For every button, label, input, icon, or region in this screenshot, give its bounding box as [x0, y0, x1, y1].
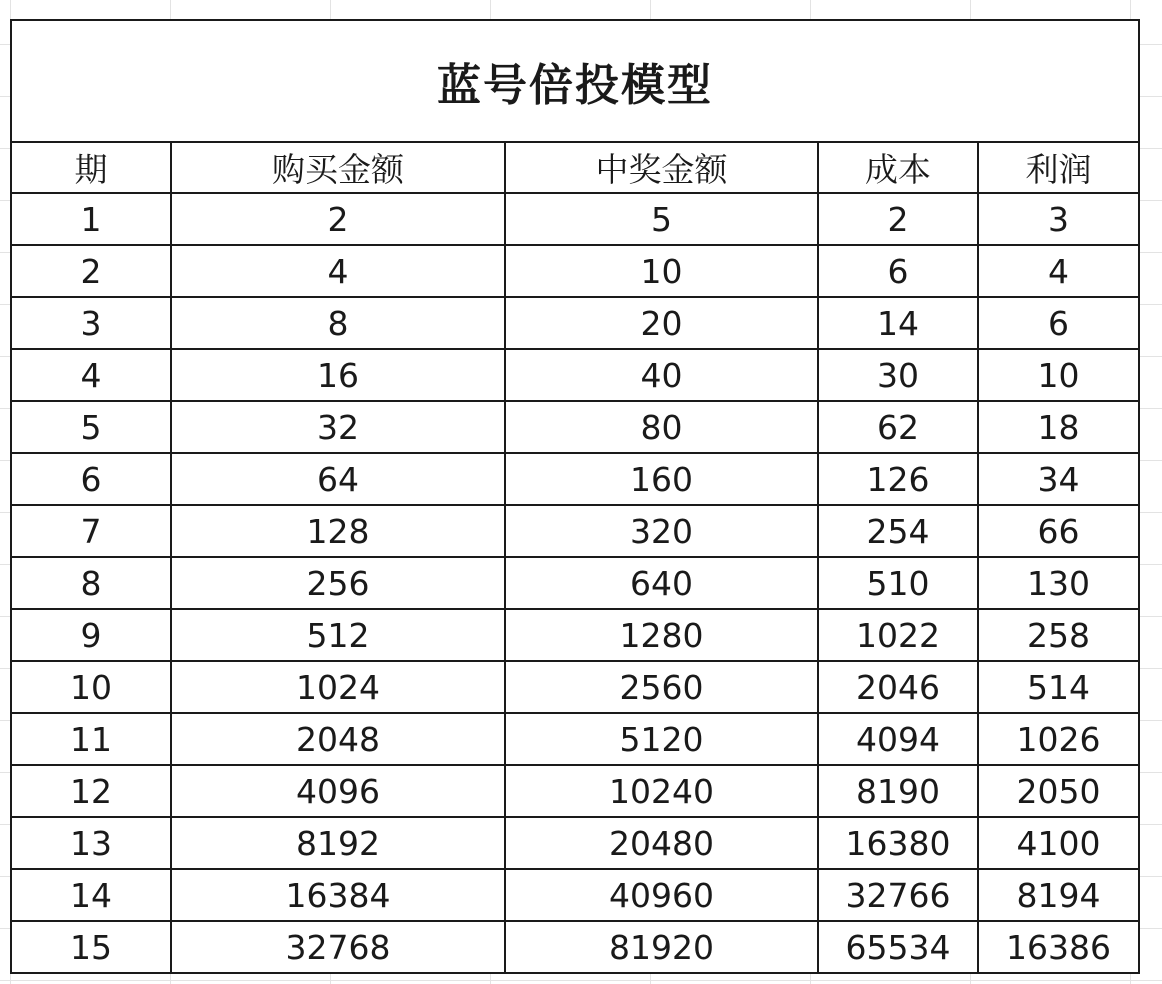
- cell-profit[interactable]: 514: [978, 661, 1139, 713]
- header-row: [11, 142, 1139, 193]
- cell-cost[interactable]: 8190: [818, 765, 978, 817]
- cell-period[interactable]: 5: [11, 401, 171, 453]
- cell-profit[interactable]: 2050: [978, 765, 1139, 817]
- cell-purchase-amount[interactable]: 1024: [171, 661, 505, 713]
- cell-cost[interactable]: 254: [818, 505, 978, 557]
- table-title[interactable]: 蓝号倍投模型: [11, 20, 1139, 142]
- cell-profit[interactable]: 10: [978, 349, 1139, 401]
- table-row: [11, 713, 1139, 765]
- cell-prize-amount[interactable]: 40960: [505, 869, 818, 921]
- cell-purchase-amount[interactable]: 256: [171, 557, 505, 609]
- header-cell-cost[interactable]: 成本: [818, 142, 978, 193]
- cell-period[interactable]: 3: [11, 297, 171, 349]
- cell-purchase-amount[interactable]: 64: [171, 453, 505, 505]
- cell-cost[interactable]: 6: [818, 245, 978, 297]
- cell-period[interactable]: 4: [11, 349, 171, 401]
- cell-profit[interactable]: 66: [978, 505, 1139, 557]
- cell-purchase-amount[interactable]: 32768: [171, 921, 505, 973]
- table-row: [11, 817, 1139, 869]
- cell-purchase-amount[interactable]: 512: [171, 609, 505, 661]
- cell-purchase-amount[interactable]: 4: [171, 245, 505, 297]
- cell-profit[interactable]: 6: [978, 297, 1139, 349]
- cell-profit[interactable]: 34: [978, 453, 1139, 505]
- cell-profit[interactable]: 4100: [978, 817, 1139, 869]
- cell-prize-amount[interactable]: 1280: [505, 609, 818, 661]
- cell-cost[interactable]: 14: [818, 297, 978, 349]
- header-cell-profit[interactable]: 利润: [978, 142, 1139, 193]
- table-row: [11, 193, 1139, 245]
- header-cell-period[interactable]: 期: [11, 142, 171, 193]
- cell-cost[interactable]: 126: [818, 453, 978, 505]
- cell-profit[interactable]: 258: [978, 609, 1139, 661]
- table-row: [11, 609, 1139, 661]
- cell-period[interactable]: 6: [11, 453, 171, 505]
- cell-profit[interactable]: 130: [978, 557, 1139, 609]
- cell-purchase-amount[interactable]: 32: [171, 401, 505, 453]
- cell-period[interactable]: 13: [11, 817, 171, 869]
- title-row: [11, 20, 1139, 142]
- cell-cost[interactable]: 2: [818, 193, 978, 245]
- cell-purchase-amount[interactable]: 8192: [171, 817, 505, 869]
- cell-period[interactable]: 14: [11, 869, 171, 921]
- table-row: [11, 401, 1139, 453]
- cell-period[interactable]: 10: [11, 661, 171, 713]
- cell-profit[interactable]: 8194: [978, 869, 1139, 921]
- header-cell-purchase-amount[interactable]: 购买金额: [171, 142, 505, 193]
- cell-prize-amount[interactable]: 320: [505, 505, 818, 557]
- cell-cost[interactable]: 510: [818, 557, 978, 609]
- table-row: [11, 869, 1139, 921]
- model-table: [10, 19, 1140, 974]
- cell-period[interactable]: 12: [11, 765, 171, 817]
- cell-prize-amount[interactable]: 640: [505, 557, 818, 609]
- cell-purchase-amount[interactable]: 128: [171, 505, 505, 557]
- cell-prize-amount[interactable]: 5120: [505, 713, 818, 765]
- cell-period[interactable]: 1: [11, 193, 171, 245]
- cell-purchase-amount[interactable]: 16: [171, 349, 505, 401]
- cell-purchase-amount[interactable]: 2048: [171, 713, 505, 765]
- cell-prize-amount[interactable]: 10: [505, 245, 818, 297]
- cell-purchase-amount[interactable]: 4096: [171, 765, 505, 817]
- cell-purchase-amount[interactable]: 16384: [171, 869, 505, 921]
- cell-cost[interactable]: 16380: [818, 817, 978, 869]
- cell-prize-amount[interactable]: 10240: [505, 765, 818, 817]
- cell-purchase-amount[interactable]: 8: [171, 297, 505, 349]
- cell-period[interactable]: 11: [11, 713, 171, 765]
- cell-profit[interactable]: 16386: [978, 921, 1139, 973]
- table-row: [11, 765, 1139, 817]
- cell-cost[interactable]: 62: [818, 401, 978, 453]
- cell-profit[interactable]: 1026: [978, 713, 1139, 765]
- cell-prize-amount[interactable]: 20: [505, 297, 818, 349]
- cell-cost[interactable]: 2046: [818, 661, 978, 713]
- cell-prize-amount[interactable]: 20480: [505, 817, 818, 869]
- cell-prize-amount[interactable]: 81920: [505, 921, 818, 973]
- table-row: [11, 245, 1139, 297]
- cell-profit[interactable]: 3: [978, 193, 1139, 245]
- cell-cost[interactable]: 1022: [818, 609, 978, 661]
- table-row: [11, 557, 1139, 609]
- cell-prize-amount[interactable]: 160: [505, 453, 818, 505]
- table-row: [11, 921, 1139, 973]
- cell-prize-amount[interactable]: 5: [505, 193, 818, 245]
- cell-period[interactable]: 7: [11, 505, 171, 557]
- table-row: [11, 297, 1139, 349]
- table-row: [11, 453, 1139, 505]
- cell-period[interactable]: 2: [11, 245, 171, 297]
- cell-prize-amount[interactable]: 2560: [505, 661, 818, 713]
- cell-cost[interactable]: 4094: [818, 713, 978, 765]
- cell-prize-amount[interactable]: 80: [505, 401, 818, 453]
- cell-profit[interactable]: 4: [978, 245, 1139, 297]
- cell-cost[interactable]: 65534: [818, 921, 978, 973]
- cell-prize-amount[interactable]: 40: [505, 349, 818, 401]
- table-row: [11, 661, 1139, 713]
- cell-purchase-amount[interactable]: 2: [171, 193, 505, 245]
- cell-profit[interactable]: 18: [978, 401, 1139, 453]
- table-row: [11, 349, 1139, 401]
- cell-cost[interactable]: 30: [818, 349, 978, 401]
- cell-period[interactable]: 8: [11, 557, 171, 609]
- cell-cost[interactable]: 32766: [818, 869, 978, 921]
- header-cell-prize-amount[interactable]: 中奖金额: [505, 142, 818, 193]
- cell-period[interactable]: 15: [11, 921, 171, 973]
- table-row: [11, 505, 1139, 557]
- cell-period[interactable]: 9: [11, 609, 171, 661]
